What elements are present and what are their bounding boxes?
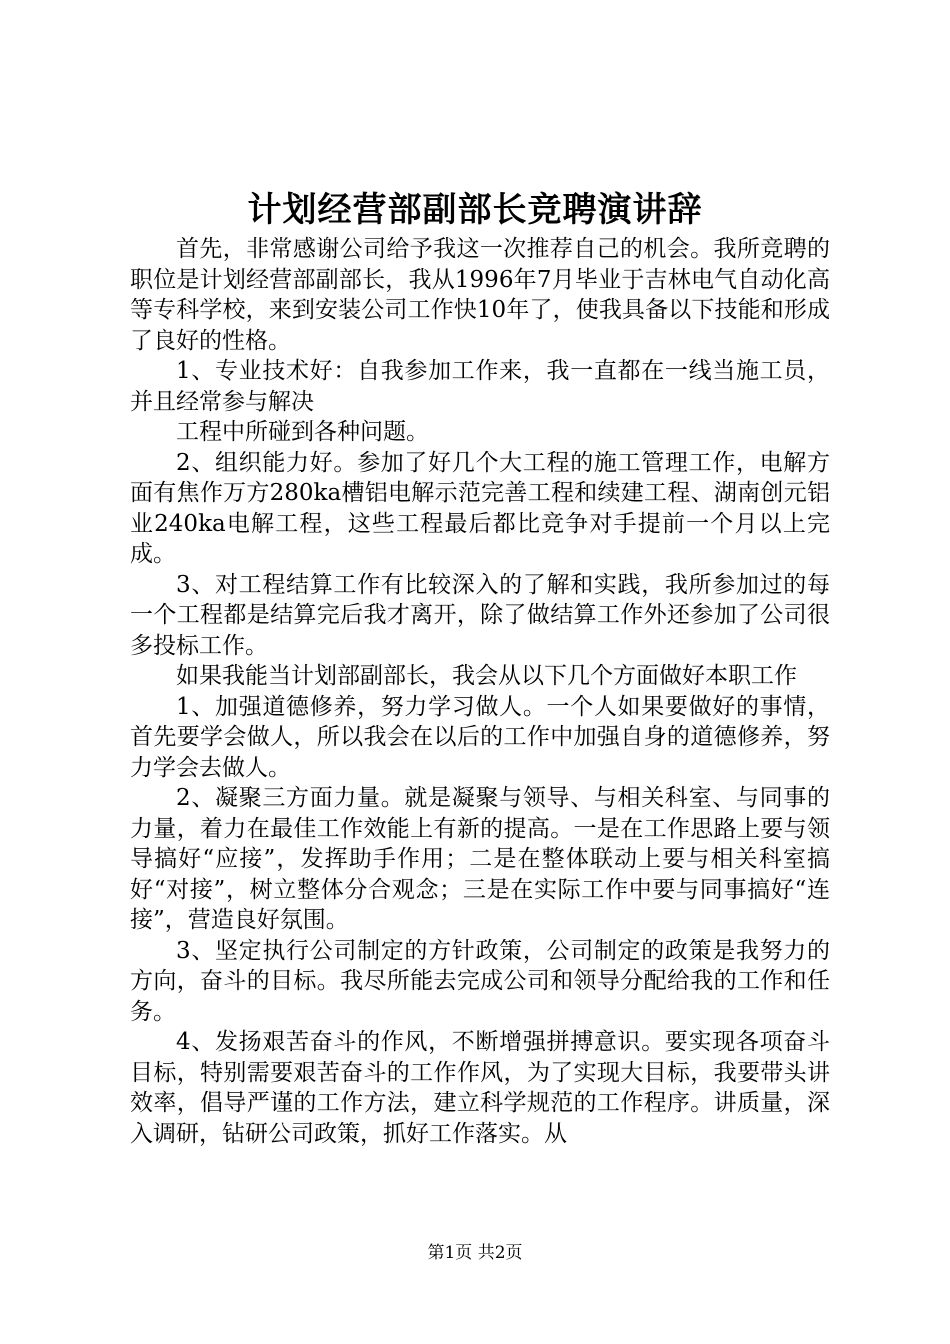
document-title: 计划经营部副部长竞聘演讲辞 [247,190,703,230]
paragraph-skill-1-continued: 工程中所碰到各种问题。 [176,419,429,445]
document-body [130,234,830,1149]
paragraph-plan-3: 3、坚定执行公司制定的方针政策，公司制定的政策是我努力的方向，奋斗的目标。我尽所能去完成公司和领导分配给我的工作和任务。 [130,937,830,1025]
paragraph-skill-3: 3、对工程结算工作有比较深入的了解和实践，我所参加过的每一个工程都是结算完后我才离开，除了做结算工作外还参加了公司很多投标工作。 [130,571,830,659]
paragraph-plan-2: 2、凝聚三方面力量。就是凝聚与领导、与相关科室、与同事的力量，着力在最佳工作效能上有新的提高。一是在工作思路上要与领导搞好“应接”，发挥助手作用；二是在整体联动上要与相关科室搞好“对接”，树立整体分合观念；三是在实际工作中要与同事搞好“连接”，营造良好氛围。 [130,785,830,933]
paragraph-intro: 首先，非常感谢公司给予我这一次推荐自己的机会。我所竞聘的职位是计划经营部副部长，我从1996年7月毕业于吉林电气自动化高等专科学校，来到安装公司工作快10年了，使我具备以下技能和形成了良好的性格。 [130,236,830,354]
paragraph-plan-intro: 如果我能当计划部副部长，我会从以下几个方面做好本职工作 [176,663,797,689]
paragraph-plan-1: 1、加强道德修养，努力学习做人。一个人如果要做好的事情，首先要学会做人，所以我会在以后的工作中加强自身的道德修养，努力学会去做人。 [130,693,830,781]
paragraph-skill-1: 1、专业技术好：自我参加工作来，我一直都在一线当施工员，并且经常参与解决 [130,358,830,415]
page-number-footer: 第1页 共2页 [427,1243,523,1263]
paragraph-plan-4: 4、发扬艰苦奋斗的作风，不断增强拼搏意识。要实现各项奋斗目标，特别需要艰苦奋斗的工作作风，为了实现大目标，我要带头讲效率，倡导严谨的工作方法，建立科学规范的工作程序。讲质量，深入调研，钻研公司政策，抓好工作落实。从 [130,1029,830,1147]
paragraph-skill-2: 2、组织能力好。参加了好几个大工程的施工管理工作，电解方面有焦作万方280ka槽铝电解示范完善工程和续建工程、湖南创元铝业240ka电解工程，这些工程最后都比竞争对手提前一个月以上完成。 [130,449,830,567]
